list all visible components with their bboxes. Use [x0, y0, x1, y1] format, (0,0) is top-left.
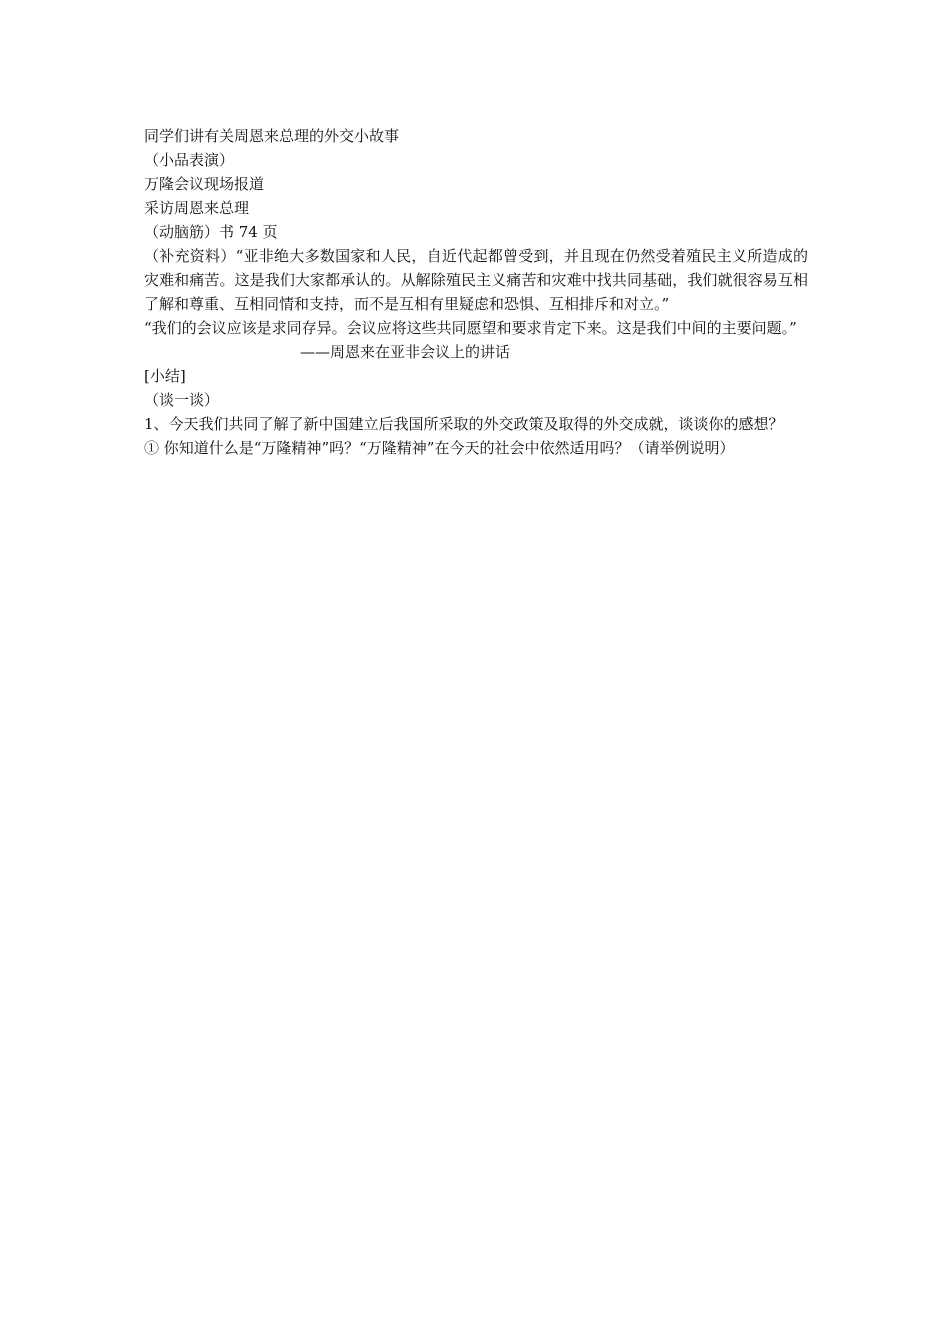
- text-line-skit: （小品表演）: [144, 151, 235, 169]
- text-line-brainstorm: （动脑筋）书 74 页: [144, 223, 278, 241]
- discuss-label: （谈一谈）: [144, 391, 220, 409]
- text-line-story: 同学们讲有关周恩来总理的外交小故事: [144, 127, 400, 145]
- supplement-paragraph: （补充资料）“亚非绝大多数国家和人民，自近代起都曾受到，并且现在仍然受着殖民主义所造成的灾难和痛苦。这是我们大家都承认的。从解除殖民主义痛苦和灾难中找共同基础，我们就很容易互相了解和尊重、互相同情和支持，而不是互相有里疑虑和恐惧、互相排斥和对立。”: [144, 247, 808, 313]
- question-2: ① 你知道什么是“万隆精神”吗？“万隆精神”在今天的社会中依然适用吗？（请举例说明）: [144, 439, 735, 457]
- question-1: 1、今天我们共同了解了新中国建立后我国所采取的外交政策及取得的外交成就，谈谈你的感想？: [144, 415, 784, 433]
- quote-paragraph: “我们的会议应该是求同存异。会议应将这些共同愿望和要求肯定下来。这是我们中间的主要问题。”: [144, 319, 797, 337]
- text-line-report: 万隆会议现场报道: [144, 175, 265, 193]
- summary-label: [小结]: [144, 367, 186, 385]
- text-line-interview: 采访周恩来总理: [144, 199, 250, 217]
- document-body: [144, 124, 808, 460]
- quote-attribution: ——周恩来在亚非会议上的讲话: [300, 343, 511, 361]
